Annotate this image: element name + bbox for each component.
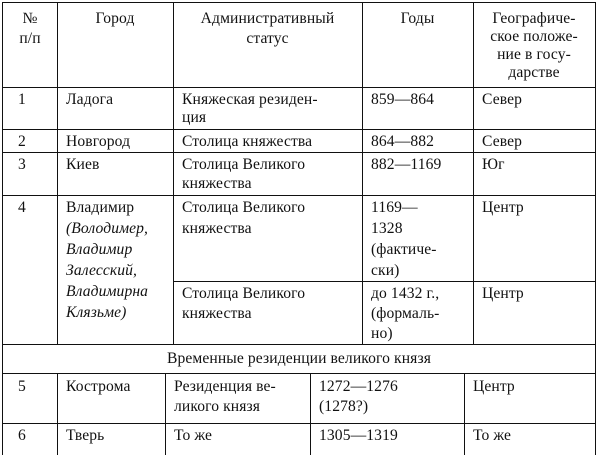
col-rule-4b: [464, 373, 465, 455]
header-city: Город: [95, 10, 135, 27]
row4b-years-3: но): [371, 325, 393, 342]
row4b-geo: Центр: [482, 285, 524, 302]
rule-row4: [2, 344, 596, 345]
row5-years-2: (1278?): [319, 398, 369, 415]
row1-status-1: Княжеская резиден-: [182, 91, 318, 108]
row1-status-2: ция: [182, 109, 207, 126]
rule-right: [595, 2, 596, 455]
row4-city-alt-1: (Володимер,: [66, 220, 149, 237]
row1-years: 859—864: [371, 91, 435, 108]
row5-city: Кострома: [66, 378, 131, 395]
header-status-2: статус: [246, 30, 289, 47]
row5-num: 5: [18, 378, 26, 395]
col-rule-1b: [57, 373, 58, 455]
row6-status: То же: [174, 427, 213, 444]
col-rule-2b: [165, 373, 166, 455]
row2-city: Новгород: [66, 133, 131, 150]
row3-status-2: княжества: [182, 175, 252, 192]
row1-num: 1: [18, 91, 26, 108]
row5-years-1: 1272—1276: [319, 378, 398, 395]
section-title: Временные резиденции великого князя: [167, 350, 431, 367]
row5-status-1: Резиденция ве-: [174, 378, 276, 395]
rule-row2: [2, 152, 596, 153]
header-geo-4: дарстве: [508, 64, 560, 81]
row4-years-4: ски): [371, 262, 400, 279]
rule-row1: [2, 129, 596, 130]
row5-geo: Центр: [473, 378, 515, 395]
row4-geo: Центр: [482, 199, 524, 216]
col-rule-3: [362, 2, 363, 344]
row4b-years-2: (формаль-: [371, 305, 440, 322]
header-geo-1: Географиче-: [492, 10, 576, 27]
row6-geo: То же: [473, 427, 512, 444]
col-rule-3b: [310, 373, 311, 455]
row2-status: Столица княжества: [182, 133, 313, 150]
row4b-status-1: Столица Великого: [182, 285, 306, 302]
row3-city: Киев: [66, 156, 100, 173]
row3-years: 882—1169: [371, 156, 442, 173]
row4b-years-1: до 1432 г.,: [371, 285, 440, 302]
header-num-1: №: [22, 10, 38, 27]
row4-status-2: княжества: [182, 220, 252, 237]
row3-geo: Юг: [482, 156, 505, 173]
row5-status-2: ликого князя: [174, 398, 261, 415]
header-geo-2: ское положе-: [490, 28, 578, 45]
row3-num: 3: [18, 156, 26, 173]
row2-years: 864—882: [371, 133, 435, 150]
row6-years: 1305—1319: [319, 427, 398, 444]
rule-header: [2, 87, 596, 88]
rule-section: [2, 373, 596, 374]
row6-city: Тверь: [66, 427, 105, 444]
row4b-status-2: княжества: [182, 305, 252, 322]
row4-years-3: (фактиче-: [371, 241, 437, 258]
rule-top: [2, 2, 596, 3]
header-years: Годы: [400, 10, 435, 27]
row4-city-alt-3: Залесский,: [66, 262, 138, 279]
row4-city: Владимир: [66, 199, 135, 216]
row4-num: 4: [18, 199, 26, 216]
row1-city: Ладога: [66, 91, 114, 108]
row4-status-1: Столица Великого: [182, 199, 306, 216]
row1-geo: Север: [482, 91, 523, 108]
rule-row4a: [173, 281, 596, 282]
row2-num: 2: [18, 133, 26, 150]
header-geo-3: ние в госу-: [497, 46, 571, 63]
row4-city-alt-4: Владимирна: [66, 283, 149, 300]
row4-city-alt-2: Владимир: [66, 241, 133, 258]
header-status-1: Административный: [200, 10, 335, 27]
rule-row3: [2, 195, 596, 196]
col-rule-2: [173, 2, 174, 344]
row4-city-alt-5: Клязьме): [66, 304, 127, 321]
row2-geo: Север: [482, 133, 523, 150]
row6-num: 6: [18, 427, 26, 444]
rule-row5: [2, 423, 596, 424]
row4-years-2: 1328: [371, 220, 403, 237]
rule-left: [2, 2, 3, 455]
header-num-2: п/п: [19, 30, 41, 47]
col-rule-1: [57, 2, 58, 344]
row3-status-1: Столица Великого: [182, 156, 306, 173]
row4-years-1: 1169—: [371, 199, 418, 216]
